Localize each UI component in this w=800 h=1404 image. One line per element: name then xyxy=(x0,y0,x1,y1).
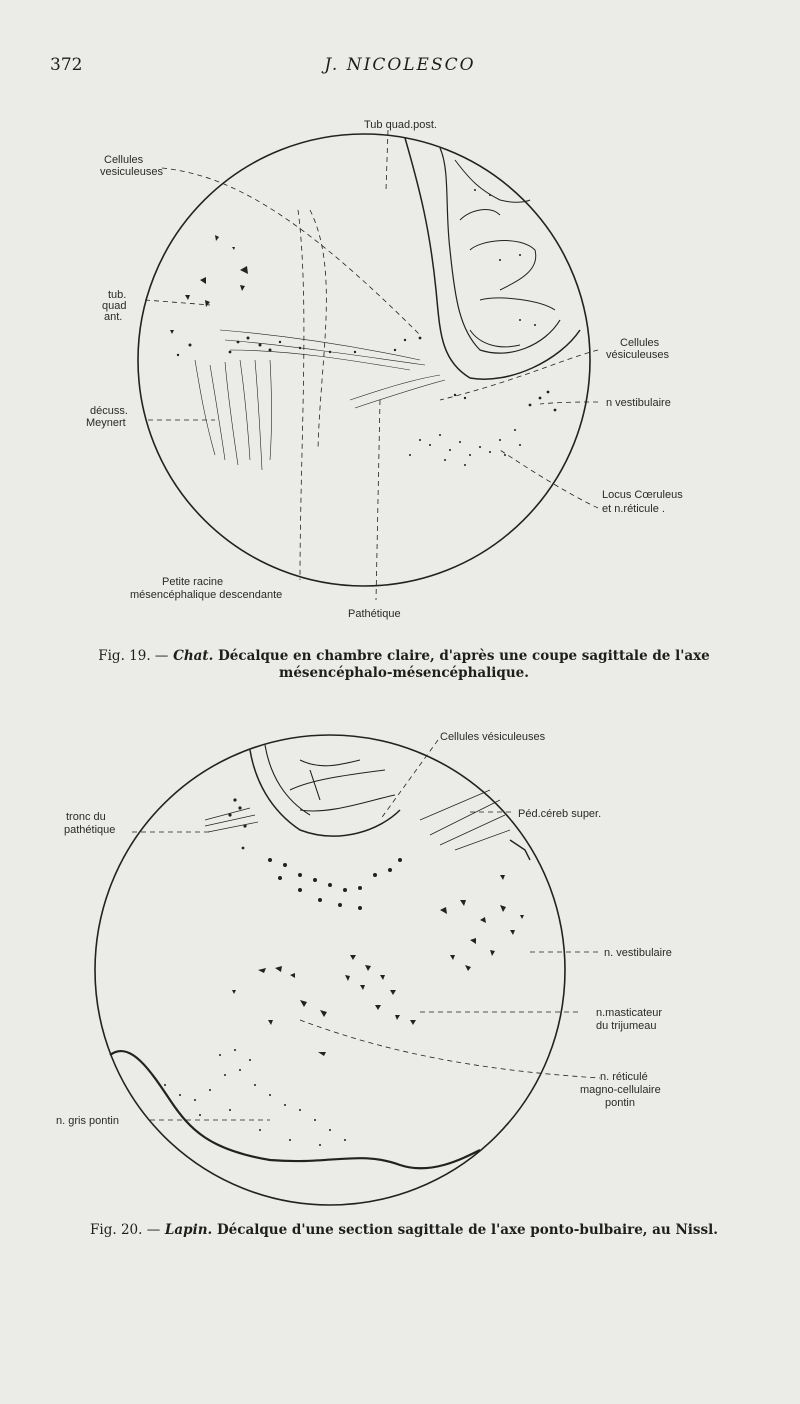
label-reticule-2: magno-cellulaire xyxy=(580,1084,661,1096)
label-reticule-3: pontin xyxy=(605,1097,635,1109)
label-cellules-right-2: vésiculeuses xyxy=(606,349,669,361)
label-tronc-2: pathétique xyxy=(64,824,116,836)
running-head: J. NICOLESCO xyxy=(324,55,476,75)
label-tub-quad-ant-1: tub. xyxy=(108,289,127,301)
label-n-vestibulaire: n. vestibulaire xyxy=(604,947,672,959)
fig20-text: Décalque d'une section sagittale de l'axe ponto-bulbaire, au Nissl. xyxy=(216,1222,718,1238)
fig19-text: Décalque en chambre claire, d'après une coupe sagittale de l'axe mésencéphalo-mésencéphalique. xyxy=(218,648,710,681)
fig19-species: Chat. xyxy=(173,648,214,664)
label-ped-cereb: Péd.céreb super. xyxy=(518,808,602,820)
label-reticule-1: n. réticulé xyxy=(600,1071,648,1083)
label-tub-quad-ant-3: ant. xyxy=(104,311,123,323)
label-decuss-2: Meynert xyxy=(86,417,126,429)
label-cellules-vesiculeuses-2: vesiculeuses xyxy=(100,166,163,178)
label-tub-quad-post: Tub quad.post. xyxy=(364,119,437,131)
fig19-number: Fig. 19. — xyxy=(98,648,169,664)
figure-20-caption xyxy=(48,1222,760,1239)
label-cellules-vesiculeuses-1: Cellules xyxy=(104,154,144,166)
label-masticateur-2: du trijumeau xyxy=(596,1020,657,1032)
label-n-vestibulaire: n vestibulaire xyxy=(606,397,671,409)
label-pathetique: Pathétique xyxy=(348,608,401,620)
page-number: 372 xyxy=(50,55,83,75)
label-tub-quad-ant-2: quad xyxy=(102,300,127,312)
label-petite-racine-1: Petite racine xyxy=(162,576,224,588)
label-locus-1: Locus Cœruleus xyxy=(602,489,683,501)
label-cellules-right-1: Cellules xyxy=(620,337,660,349)
figure-19-drawing xyxy=(0,0,800,640)
fig20-species: Lapin. xyxy=(164,1222,213,1238)
label-masticateur-1: n.masticateur xyxy=(596,1007,663,1019)
label-locus-2: et n.réticule . xyxy=(602,503,665,515)
fig20-number: Fig. 20. — xyxy=(90,1222,161,1238)
label-cellules-vesiculeuses: Cellules vésiculeuses xyxy=(440,731,546,743)
label-gris-pontin: n. gris pontin xyxy=(56,1115,119,1127)
label-tronc-1: tronc du xyxy=(66,811,106,823)
label-decuss-1: décuss. xyxy=(90,405,128,417)
figure-20-drawing xyxy=(0,700,800,1220)
label-petite-racine-2: mésencéphalique descendante xyxy=(130,589,283,601)
figure-19-caption xyxy=(48,648,760,682)
